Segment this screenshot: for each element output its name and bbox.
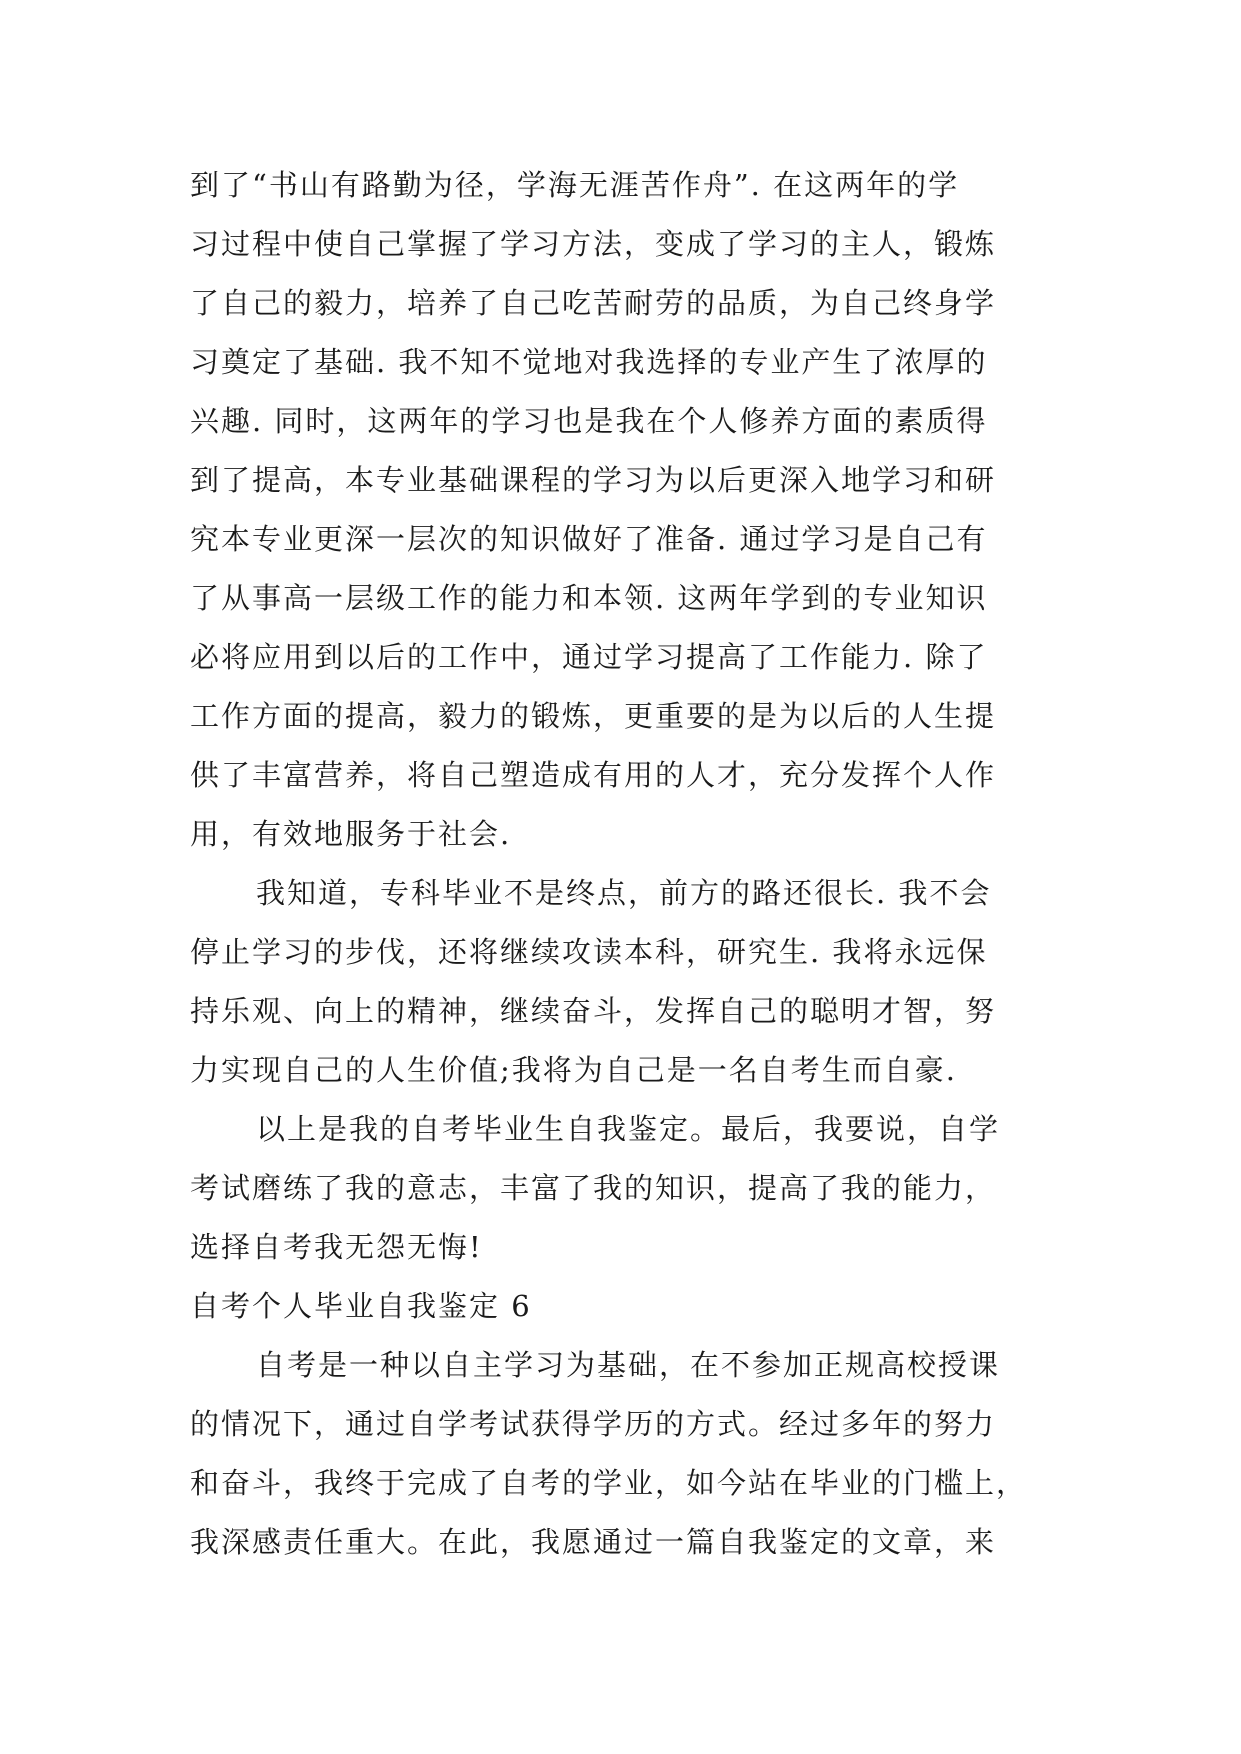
paragraph-2 <box>190 864 1050 1100</box>
document-body <box>190 156 1050 1572</box>
text-line: 持乐观、向上的精神，继续奋斗，发挥自己的聪明才智，努 <box>190 994 997 1028</box>
text-line: 习过程中使自己掌握了学习方法，变成了学习的主人，锻炼 <box>190 227 997 261</box>
text-line: 我知道，专科毕业不是终点，前方的路还很长. 我不会 <box>256 876 992 910</box>
text-line: 考试磨练了我的意志，丰富了我的知识，提高了我的能力， <box>190 1171 997 1205</box>
text-line: 我深感责任重大。在此，我愿通过一篇自我鉴定的文章，来 <box>190 1525 997 1559</box>
text-line: 和奋斗，我终于完成了自考的学业，如今站在毕业的门槛上， <box>190 1466 1028 1500</box>
text-line: 必将应用到以后的工作中，通过学习提高了工作能力. 除了 <box>190 640 988 674</box>
text-line: 习奠定了基础. 我不知不觉地对我选择的专业产生了浓厚的 <box>190 345 988 379</box>
text-line: 了自己的毅力，培养了自己吃苦耐劳的品质，为自己终身学 <box>190 286 997 320</box>
text-line: 自考是一种以自主学习为基础，在不参加正规高校授课 <box>256 1348 1001 1382</box>
text-line: 究本专业更深一层次的知识做好了准备. 通过学习是自己有 <box>190 522 988 556</box>
text-line: 力实现自己的人生价值;我将为自己是一名自考生而自豪. <box>190 1053 957 1087</box>
text-line: 到了提高，本专业基础课程的学习为以后更深入地学习和研 <box>190 463 997 497</box>
text-line: 兴趣. 同时，这两年的学习也是我在个人修养方面的素质得 <box>190 404 988 438</box>
text-line: 停止学习的步伐，还将继续攻读本科，研究生. 我将永远保 <box>190 935 988 969</box>
paragraph-1 <box>190 156 1050 864</box>
text-line: 工作方面的提高，毅力的锻炼，更重要的是为以后的人生提 <box>190 699 997 733</box>
paragraph-3 <box>190 1100 1050 1277</box>
text-line: 的情况下，通过自学考试获得学历的方式。经过多年的努力 <box>190 1407 997 1441</box>
paragraph-4 <box>190 1336 1050 1572</box>
text-line: 了从事高一层级工作的能力和本领. 这两年学到的专业知识 <box>190 581 988 615</box>
text-line: 以上是我的自考毕业生自我鉴定。最后，我要说，自学 <box>256 1112 1001 1146</box>
section-heading: 自考个人毕业自我鉴定 6 <box>190 1289 532 1323</box>
text-line: 用，有效地服务于社会. <box>190 817 512 851</box>
text-line: 到了“书山有路勤为径，学海无涯苦作舟”. 在这两年的学 <box>190 168 960 202</box>
text-line: 选择自考我无怨无悔! <box>190 1230 483 1264</box>
text-line: 供了丰富营养，将自己塑造成有用的人才，充分发挥个人作 <box>190 758 997 792</box>
